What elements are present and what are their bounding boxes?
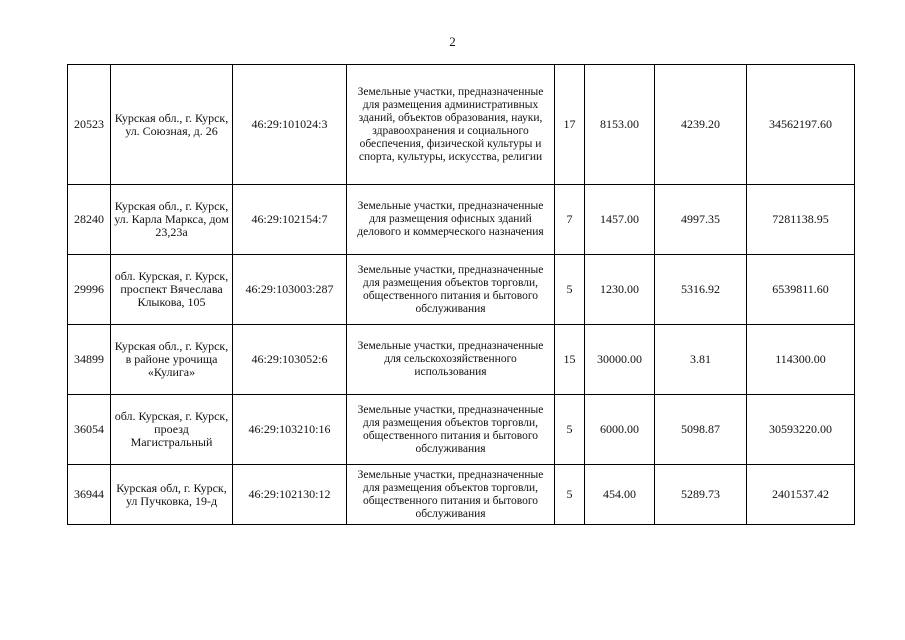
land-use-purpose-cell: Земельные участки, предназначенные для размещения объектов торговли, общественного питания и бытового обслуживания: [347, 395, 555, 465]
group-number-cell: 7: [555, 185, 585, 255]
row-id-cell: 36944: [68, 465, 111, 525]
cadastral-value-cell: 6539811.60: [747, 255, 855, 325]
area-cell: 8153.00: [585, 65, 655, 185]
table-row: [68, 185, 855, 255]
land-use-purpose-cell: Земельные участки, предназначенные для размещения административных зданий, объектов образования, науки, здравоохранения и социального обеспечения, физической культуры и спорта, культуры, искусства, религии: [347, 65, 555, 185]
address-cell: Курская обл., г. Курск, ул. Союзная, д. 26: [111, 65, 233, 185]
land-use-purpose-cell: Земельные участки, предназначенные для размещения офисных зданий делового и коммерческого назначения: [347, 185, 555, 255]
group-number-cell: 5: [555, 255, 585, 325]
group-number-cell: 5: [555, 395, 585, 465]
row-id-cell: 36054: [68, 395, 111, 465]
cadastral-number-cell: 46:29:102130:12: [233, 465, 347, 525]
cadastral-number-cell: 46:29:103003:287: [233, 255, 347, 325]
address-cell: Курская обл., г. Курск, в районе урочища «Кулига»: [111, 325, 233, 395]
table-row: [68, 465, 855, 525]
land-use-purpose-cell: Земельные участки, предназначенные для размещения объектов торговли, общественного питания и бытового обслуживания: [347, 255, 555, 325]
specific-value-cell: 3.81: [655, 325, 747, 395]
specific-value-cell: 4239.20: [655, 65, 747, 185]
cadastral-number-cell: 46:29:103210:16: [233, 395, 347, 465]
row-id-cell: 28240: [68, 185, 111, 255]
area-cell: 6000.00: [585, 395, 655, 465]
address-cell: Курская обл, г. Курск, ул Пучковка, 19-д: [111, 465, 233, 525]
area-cell: 1230.00: [585, 255, 655, 325]
row-id-cell: 34899: [68, 325, 111, 395]
cadastral-value-cell: 7281138.95: [747, 185, 855, 255]
cadastral-value-cell: 30593220.00: [747, 395, 855, 465]
group-number-cell: 15: [555, 325, 585, 395]
cadastral-value-cell: 34562197.60: [747, 65, 855, 185]
cadastral-value-cell: 2401537.42: [747, 465, 855, 525]
land-plots-table: [67, 64, 855, 525]
address-cell: обл. Курская, г. Курск, проспект Вячеслава Клыкова, 105: [111, 255, 233, 325]
address-cell: обл. Курская, г. Курск, проезд Магистральный: [111, 395, 233, 465]
group-number-cell: 17: [555, 65, 585, 185]
address-cell: Курская обл., г. Курск, ул. Карла Маркса, дом 23,23а: [111, 185, 233, 255]
page-number: 2: [449, 34, 456, 49]
specific-value-cell: 5316.92: [655, 255, 747, 325]
table-row: [68, 325, 855, 395]
specific-value-cell: 5289.73: [655, 465, 747, 525]
group-number-cell: 5: [555, 465, 585, 525]
table-row: [68, 255, 855, 325]
cadastral-number-cell: 46:29:101024:3: [233, 65, 347, 185]
area-cell: 30000.00: [585, 325, 655, 395]
row-id-cell: 20523: [68, 65, 111, 185]
specific-value-cell: 4997.35: [655, 185, 747, 255]
cadastral-number-cell: 46:29:102154:7: [233, 185, 347, 255]
row-id-cell: 29996: [68, 255, 111, 325]
area-cell: 1457.00: [585, 185, 655, 255]
cadastral-value-cell: 114300.00: [747, 325, 855, 395]
cadastral-number-cell: 46:29:103052:6: [233, 325, 347, 395]
land-use-purpose-cell: Земельные участки, предназначенные для размещения объектов торговли, общественного питания и бытового обслуживания: [347, 465, 555, 525]
specific-value-cell: 5098.87: [655, 395, 747, 465]
land-use-purpose-cell: Земельные участки, предназначенные для сельскохозяйственного использования: [347, 325, 555, 395]
area-cell: 454.00: [585, 465, 655, 525]
table-row: [68, 65, 855, 185]
table-row: [68, 395, 855, 465]
